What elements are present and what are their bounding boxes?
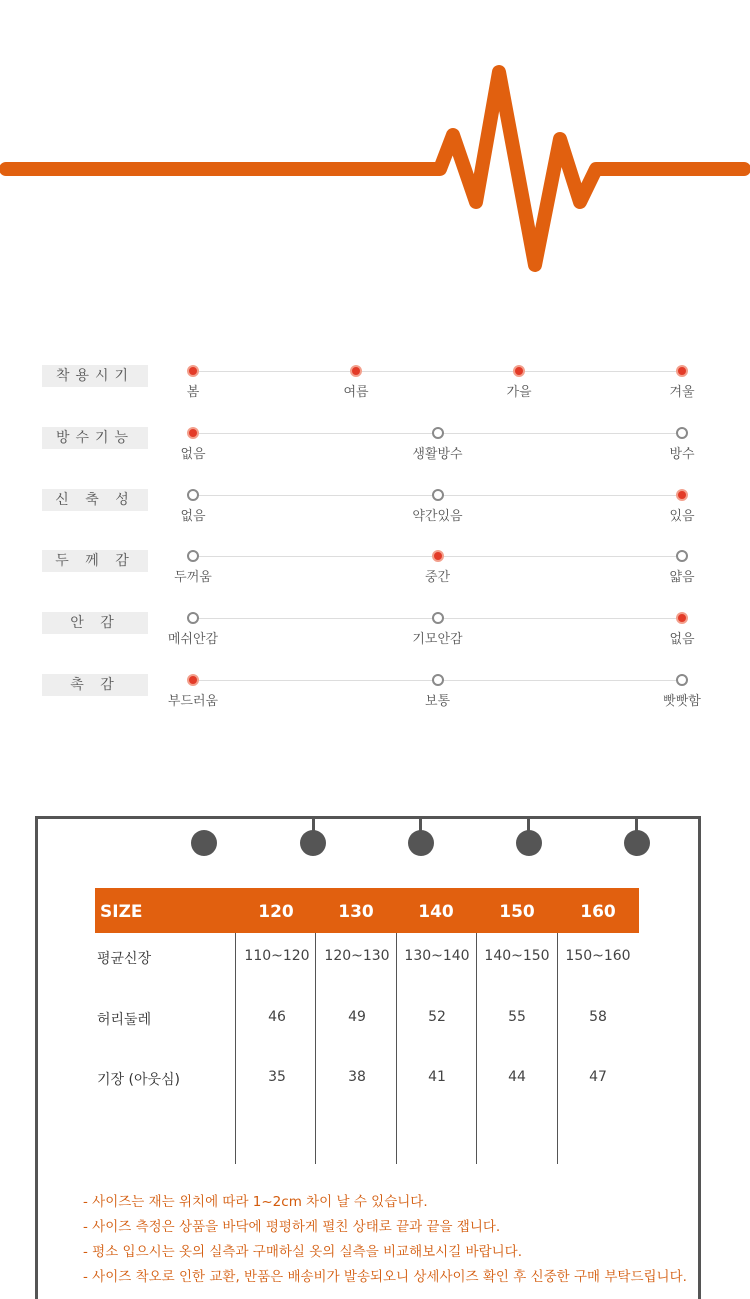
attribute-option: [393, 427, 483, 462]
attribute-option-label: 얇음: [669, 570, 695, 585]
size-cell: 41: [428, 1069, 446, 1085]
size-note: - 사이즈 착오로 인한 교환, 반품은 배송비가 발송되오니 상세사이즈 확인 후 신중한 구매 부탁드립니다.: [83, 1269, 687, 1285]
size-cell: 130~140: [404, 948, 470, 964]
attribute-option: [637, 489, 727, 524]
size-cell: 55: [508, 1009, 526, 1025]
attribute-option-label: 중간: [424, 570, 451, 585]
attribute-row: [0, 489, 750, 529]
unselected-dot-icon: [432, 674, 444, 686]
attribute-option: [637, 365, 727, 400]
size-row-label: 허리둘레: [97, 1012, 152, 1028]
column-divider: [235, 933, 236, 1164]
column-divider: [315, 933, 316, 1164]
size-row-label: 평균신장: [97, 951, 152, 967]
size-header-120: 120: [258, 902, 294, 922]
attribute-option: [393, 612, 483, 647]
size-table-header: [95, 888, 639, 933]
attribute-option: [637, 550, 727, 585]
selected-dot-icon: [513, 365, 525, 377]
attribute-option: [148, 550, 238, 585]
attribute-option: [393, 489, 483, 524]
size-header-label: SIZE: [100, 902, 143, 922]
attribute-option-label: 없음: [669, 632, 695, 647]
attribute-option-label: 빳빳함: [663, 694, 701, 709]
attribute-option-label: 부드러움: [167, 694, 219, 709]
unselected-dot-icon: [187, 612, 199, 624]
attribute-label: 착용시기: [42, 365, 148, 387]
attribute-option: [148, 427, 238, 462]
selected-dot-icon: [676, 489, 688, 501]
attribute-option: [474, 365, 564, 400]
attribute-option-label: 여름: [343, 385, 369, 400]
column-divider: [396, 933, 397, 1164]
hanger-ring-icon: [516, 830, 542, 856]
column-divider: [476, 933, 477, 1164]
size-header-140: 140: [418, 902, 454, 922]
unselected-dot-icon: [676, 674, 688, 686]
size-cell: 120~130: [324, 948, 390, 964]
unselected-dot-icon: [432, 427, 444, 439]
selected-dot-icon: [187, 427, 199, 439]
size-row-label: 기장 (아웃심): [97, 1072, 180, 1088]
attribute-row: [0, 365, 750, 405]
hanger-ring-icon: [408, 830, 434, 856]
size-cell: 150~160: [565, 948, 631, 964]
attribute-option: [148, 612, 238, 647]
selected-dot-icon: [350, 365, 362, 377]
hanger-ring-icon: [191, 830, 217, 856]
attribute-option: [637, 612, 727, 647]
attribute-option-label: 가을: [506, 385, 532, 400]
attribute-label: 안 감: [42, 612, 148, 634]
attribute-option-label: 방수: [669, 447, 695, 462]
attribute-option: [148, 489, 238, 524]
attribute-option-label: 메쉬안감: [167, 632, 219, 647]
attribute-option-label: 있음: [669, 509, 695, 524]
selected-dot-icon: [187, 674, 199, 686]
attribute-option-label: 생활방수: [412, 447, 463, 462]
selected-dot-icon: [676, 612, 688, 624]
attribute-option-label: 두꺼움: [174, 570, 212, 585]
attribute-row: [0, 674, 750, 714]
attribute-option-label: 기모안감: [412, 632, 463, 647]
size-cell: 44: [508, 1069, 526, 1085]
attribute-label: 신 축 성: [42, 489, 148, 511]
size-note: - 사이즈는 재는 위치에 따라 1~2cm 차이 날 수 있습니다.: [83, 1194, 428, 1210]
size-header-150: 150: [499, 902, 535, 922]
attribute-option: [637, 427, 727, 462]
unselected-dot-icon: [187, 550, 199, 562]
attribute-option-label: 겨울: [669, 385, 695, 400]
unselected-dot-icon: [432, 489, 444, 501]
attribute-label: 촉 감: [42, 674, 148, 696]
attribute-row: [0, 612, 750, 652]
size-cell: 49: [348, 1009, 366, 1025]
hanger-ring-icon: [624, 830, 650, 856]
size-cell: 47: [589, 1069, 607, 1085]
attribute-scale-line: [193, 371, 682, 372]
attribute-option: [311, 365, 401, 400]
unselected-dot-icon: [432, 612, 444, 624]
attribute-option-label: 없음: [180, 509, 206, 524]
selected-dot-icon: [432, 550, 444, 562]
attribute-option: [393, 674, 483, 709]
size-note: - 사이즈 측정은 상품을 바닥에 평평하게 펼친 상태로 끝과 끝을 잽니다.: [83, 1219, 501, 1235]
attribute-option-label: 없음: [180, 447, 206, 462]
size-cell: 38: [348, 1069, 366, 1085]
size-cell: 110~120: [244, 948, 310, 964]
size-cell: 58: [589, 1009, 607, 1025]
unselected-dot-icon: [187, 489, 199, 501]
attribute-option-label: 보통: [424, 694, 451, 709]
attribute-row: [0, 427, 750, 467]
selected-dot-icon: [187, 365, 199, 377]
attribute-option: [637, 674, 727, 709]
size-cell: 46: [268, 1009, 286, 1025]
attribute-option: [393, 550, 483, 585]
heartbeat-pulse-graphic: [0, 55, 750, 285]
attribute-label: 두 께 감: [42, 550, 148, 572]
unselected-dot-icon: [676, 550, 688, 562]
size-header-130: 130: [338, 902, 374, 922]
selected-dot-icon: [676, 365, 688, 377]
attribute-option: [148, 365, 238, 400]
attribute-row: [0, 550, 750, 590]
attribute-option-label: 약간있음: [412, 509, 463, 524]
size-header-160: 160: [580, 902, 616, 922]
size-cell: 35: [268, 1069, 286, 1085]
attribute-option: [148, 674, 238, 709]
attribute-label: 방수기능: [42, 427, 148, 449]
hanger-ring-icon: [300, 830, 326, 856]
attribute-option-label: 봄: [186, 385, 200, 400]
unselected-dot-icon: [676, 427, 688, 439]
size-cell: 52: [428, 1009, 446, 1025]
size-cell: 140~150: [484, 948, 550, 964]
size-note: - 평소 입으시는 옷의 실측과 구매하실 옷의 실측을 비교해보시길 바랍니다.: [83, 1244, 523, 1260]
column-divider: [557, 933, 558, 1164]
